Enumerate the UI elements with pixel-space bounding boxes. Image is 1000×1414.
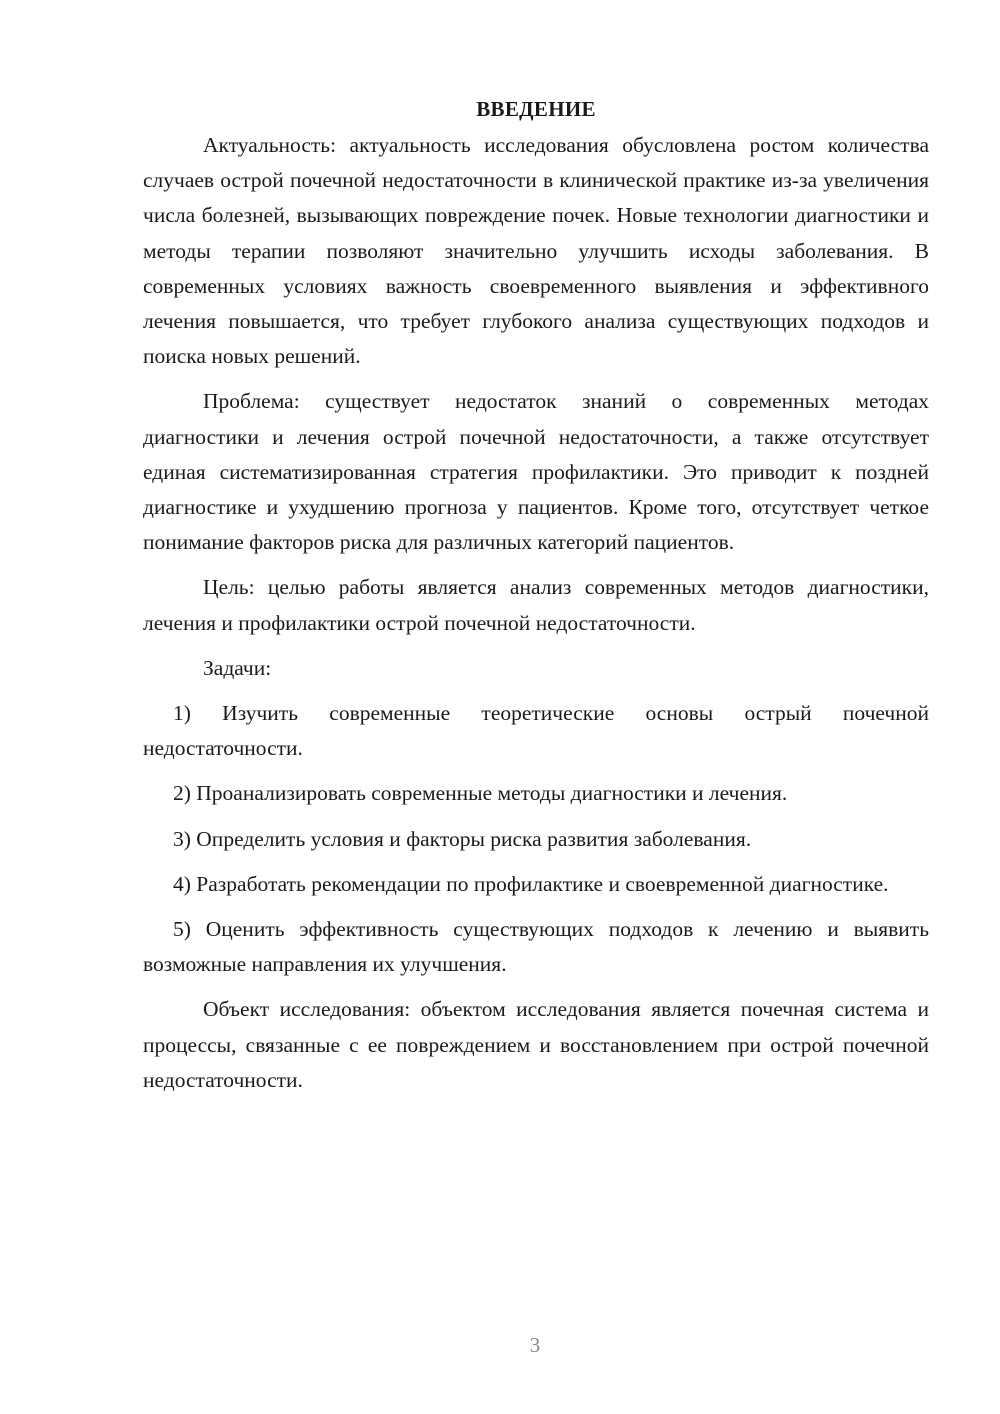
task-item-4: 4) Разработать рекомендации по профилактике и своевременной диагностике. bbox=[173, 871, 889, 896]
page-number: 3 bbox=[529, 1333, 541, 1357]
page-content bbox=[143, 94, 929, 1098]
task-item-2: 2) Проанализировать современные методы диагностики и лечения. bbox=[173, 781, 788, 806]
task-item-5: 5) Оценить эффективность существующих подходов к лечению и выявить возможные направления их улучшения. bbox=[143, 917, 929, 977]
task-item-1: 1) Изучить современные теоретические основы острый почечной недостаточности. bbox=[143, 701, 929, 761]
goal-paragraph: Цель: целью работы является анализ современных методов диагностики, лечения и профилактики острой почечной недостаточности. bbox=[143, 575, 929, 635]
problem-paragraph: Проблема: существует недостаток знаний о современных методах диагностики и лечения острой почечной недостаточности, а также отсутствует единая систематизированная стратегия профилактики. Это приводит к поздней диагностике и ухудшению прогноза у пациентов. Кроме того, отсутствует четкое понимание факторов риска для различных категорий пациентов. bbox=[143, 389, 929, 555]
section-heading: ВВЕДЕНИЕ bbox=[476, 97, 596, 121]
object-paragraph: Объект исследования: объектом исследования является почечная система и процессы, связанные с ее повреждением и восстановлением при острой почечной недостаточности. bbox=[143, 997, 929, 1092]
tasks-label: Задачи: bbox=[203, 655, 272, 680]
relevance-paragraph: Актуальность: актуальность исследования обусловлена ростом количества случаев острой почечной недостаточности в клинической практике из-за увеличения числа болезней, вызывающих повреждение почек. Новые технологии диагностики и методы терапии позволяют значительно улучшить исходы заболевания. В современных условиях важность своевременного выявления и эффективного лечения повышается, что требует глубокого анализа существующих подходов и поиска новых решений. bbox=[143, 133, 929, 369]
task-item-3: 3) Определить условия и факторы риска развития заболевания. bbox=[173, 826, 752, 851]
